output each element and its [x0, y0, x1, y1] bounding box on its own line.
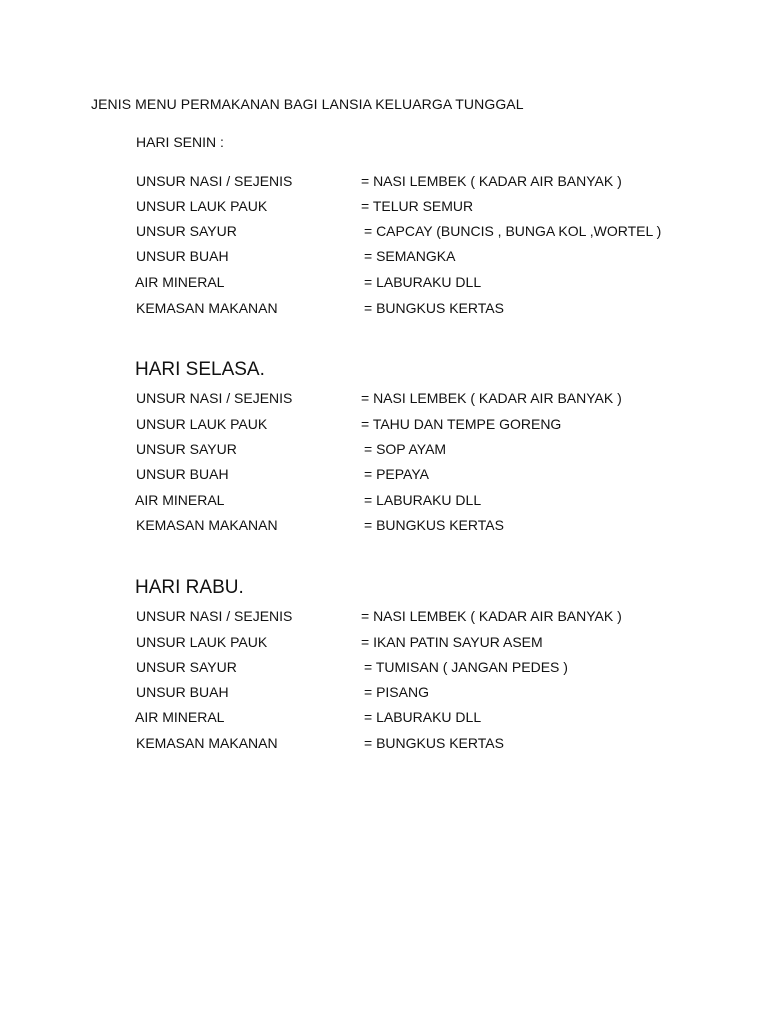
- row-label-air-selasa: AIR MINERAL: [135, 492, 225, 508]
- row-label-lauk-rabu: UNSUR LAUK PAUK: [136, 634, 268, 650]
- row-label-air-senin: AIR MINERAL: [135, 274, 225, 290]
- row-value-nasi-selasa: = NASI LEMBEK ( KADAR AIR BANYAK ): [361, 390, 622, 406]
- row-label-nasi-selasa: UNSUR NASI / SEJENIS: [136, 390, 293, 406]
- row-value-sayur-selasa: = SOP AYAM: [364, 441, 447, 457]
- day-heading-rabu: HARI RABU.: [135, 577, 244, 598]
- row-value-kemasan-rabu: = BUNGKUS KERTAS: [364, 735, 504, 751]
- row-label-lauk-senin: UNSUR LAUK PAUK: [136, 198, 268, 214]
- row-label-kemasan-rabu: KEMASAN MAKANAN: [136, 735, 278, 751]
- row-label-buah-selasa: UNSUR BUAH: [136, 466, 229, 482]
- day-heading-senin: HARI SENIN :: [136, 134, 224, 150]
- row-label-kemasan-selasa: KEMASAN MAKANAN: [136, 517, 278, 533]
- row-label-sayur-selasa: UNSUR SAYUR: [136, 441, 237, 457]
- row-label-lauk-selasa: UNSUR LAUK PAUK: [136, 416, 268, 432]
- row-value-air-selasa: = LABURAKU DLL: [364, 492, 482, 508]
- row-value-sayur-senin: = CAPCAY (BUNCIS , BUNGA KOL ,WORTEL ): [364, 223, 662, 239]
- row-label-sayur-senin: UNSUR SAYUR: [136, 223, 237, 239]
- row-label-buah-senin: UNSUR BUAH: [136, 248, 229, 264]
- row-label-nasi-senin: UNSUR NASI / SEJENIS: [136, 173, 293, 189]
- row-value-lauk-senin: = TELUR SEMUR: [361, 198, 474, 214]
- row-label-sayur-rabu: UNSUR SAYUR: [136, 659, 237, 675]
- row-value-lauk-selasa: = TAHU DAN TEMPE GORENG: [361, 416, 562, 432]
- row-value-kemasan-selasa: = BUNGKUS KERTAS: [364, 517, 504, 533]
- row-value-air-rabu: = LABURAKU DLL: [364, 709, 482, 725]
- row-label-air-rabu: AIR MINERAL: [135, 709, 225, 725]
- row-label-buah-rabu: UNSUR BUAH: [136, 684, 229, 700]
- row-value-air-senin: = LABURAKU DLL: [364, 274, 482, 290]
- row-value-buah-rabu: = PISANG: [364, 684, 429, 700]
- row-value-nasi-rabu: = NASI LEMBEK ( KADAR AIR BANYAK ): [361, 608, 622, 624]
- row-value-buah-senin: = SEMANGKA: [364, 248, 456, 264]
- row-value-buah-selasa: = PEPAYA: [364, 466, 429, 482]
- day-heading-selasa: HARI SELASA.: [135, 359, 265, 380]
- row-value-kemasan-senin: = BUNGKUS KERTAS: [364, 300, 504, 316]
- row-label-kemasan-senin: KEMASAN MAKANAN: [136, 300, 278, 316]
- row-label-nasi-rabu: UNSUR NASI / SEJENIS: [136, 608, 293, 624]
- document-title: JENIS MENU PERMAKANAN BAGI LANSIA KELUARGA TUNGGAL: [91, 96, 524, 112]
- row-value-sayur-rabu: = TUMISAN ( JANGAN PEDES ): [364, 659, 568, 675]
- row-value-nasi-senin: = NASI LEMBEK ( KADAR AIR BANYAK ): [361, 173, 622, 189]
- row-value-lauk-rabu: = IKAN PATIN SAYUR ASEM: [361, 634, 543, 650]
